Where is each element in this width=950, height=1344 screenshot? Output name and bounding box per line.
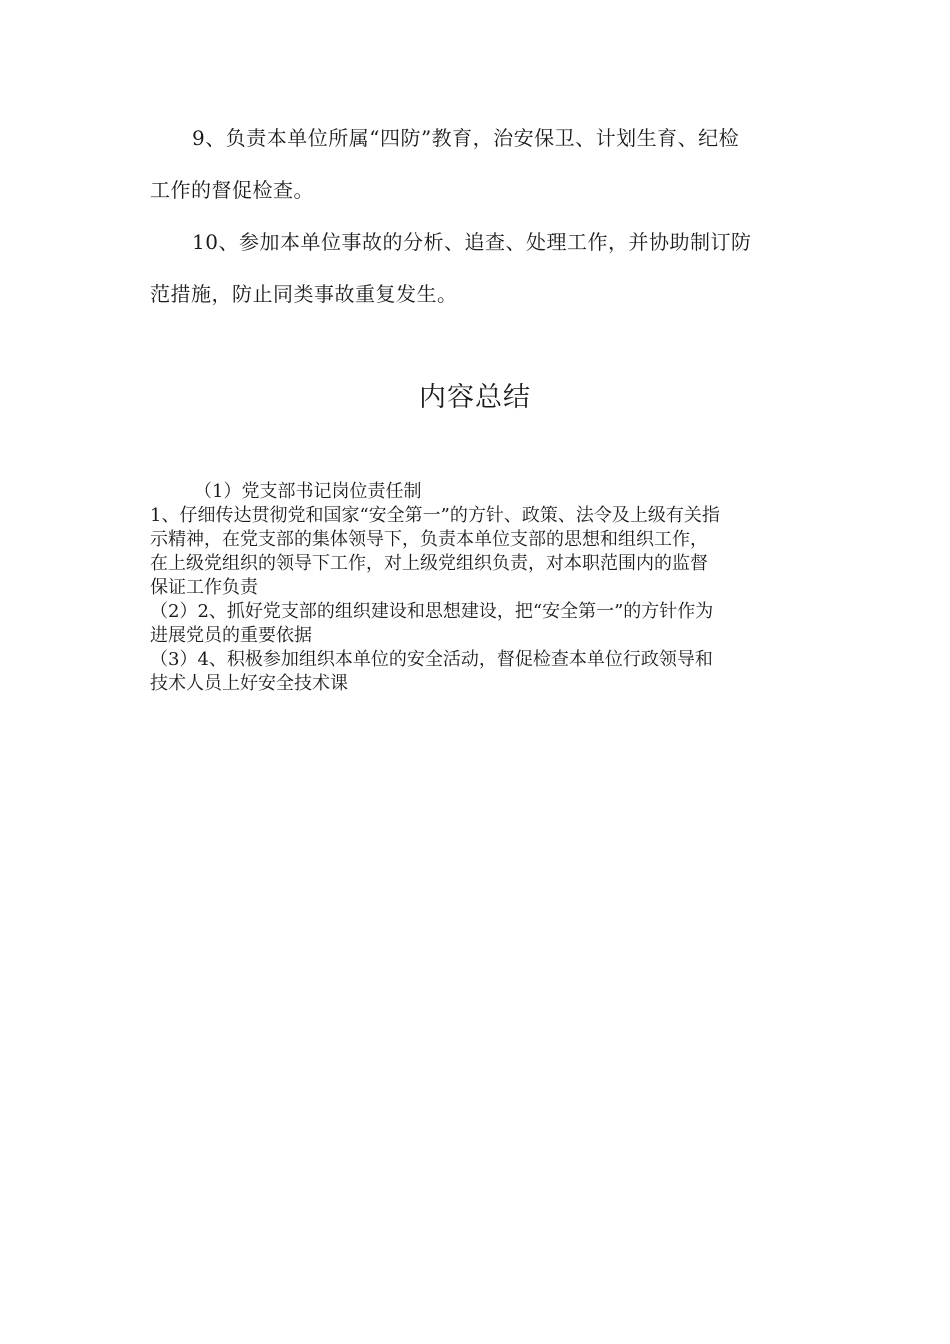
- paragraph-line: 9、负责本单位所属“四防”教育，治安保卫、计划生育、纪检: [192, 126, 740, 150]
- summary-line: （2）2、抓好党支部的组织建设和思想建设，把“安全第一”的方针作为: [150, 601, 714, 622]
- summary-line: （3）4、积极参加组织本单位的安全活动，督促检查本单位行政领导和: [150, 649, 713, 670]
- summary-line: 在上级党组织的领导下工作，对上级党组织负责，对本职范围内的监督: [150, 553, 708, 574]
- paragraph-item-10: [150, 216, 800, 320]
- summary-heading: 内容总结: [419, 382, 531, 413]
- paragraph-line: 范措施，防止同类事故重复发生。: [150, 282, 458, 306]
- summary-line: 进展党员的重要依据: [150, 625, 312, 646]
- summary-line: 技术人员上好安全技术课: [150, 673, 348, 694]
- paragraph-line: 工作的督促检查。: [150, 178, 314, 202]
- paragraph-item-9: [150, 112, 800, 216]
- summary-line: 保证工作负责: [150, 577, 258, 598]
- summary-block: [150, 480, 810, 696]
- summary-line: （1）党支部书记岗位责任制: [194, 481, 422, 502]
- summary-line: 示精神，在党支部的集体领导下，负责本单位支部的思想和组织工作，: [150, 529, 708, 550]
- paragraph-line: 10、参加本单位事故的分析、追查、处理工作，并协助制订防: [192, 230, 752, 254]
- summary-line: 1、仔细传达贯彻党和国家“安全第一”的方针、政策、法令及上级有关指: [150, 505, 720, 526]
